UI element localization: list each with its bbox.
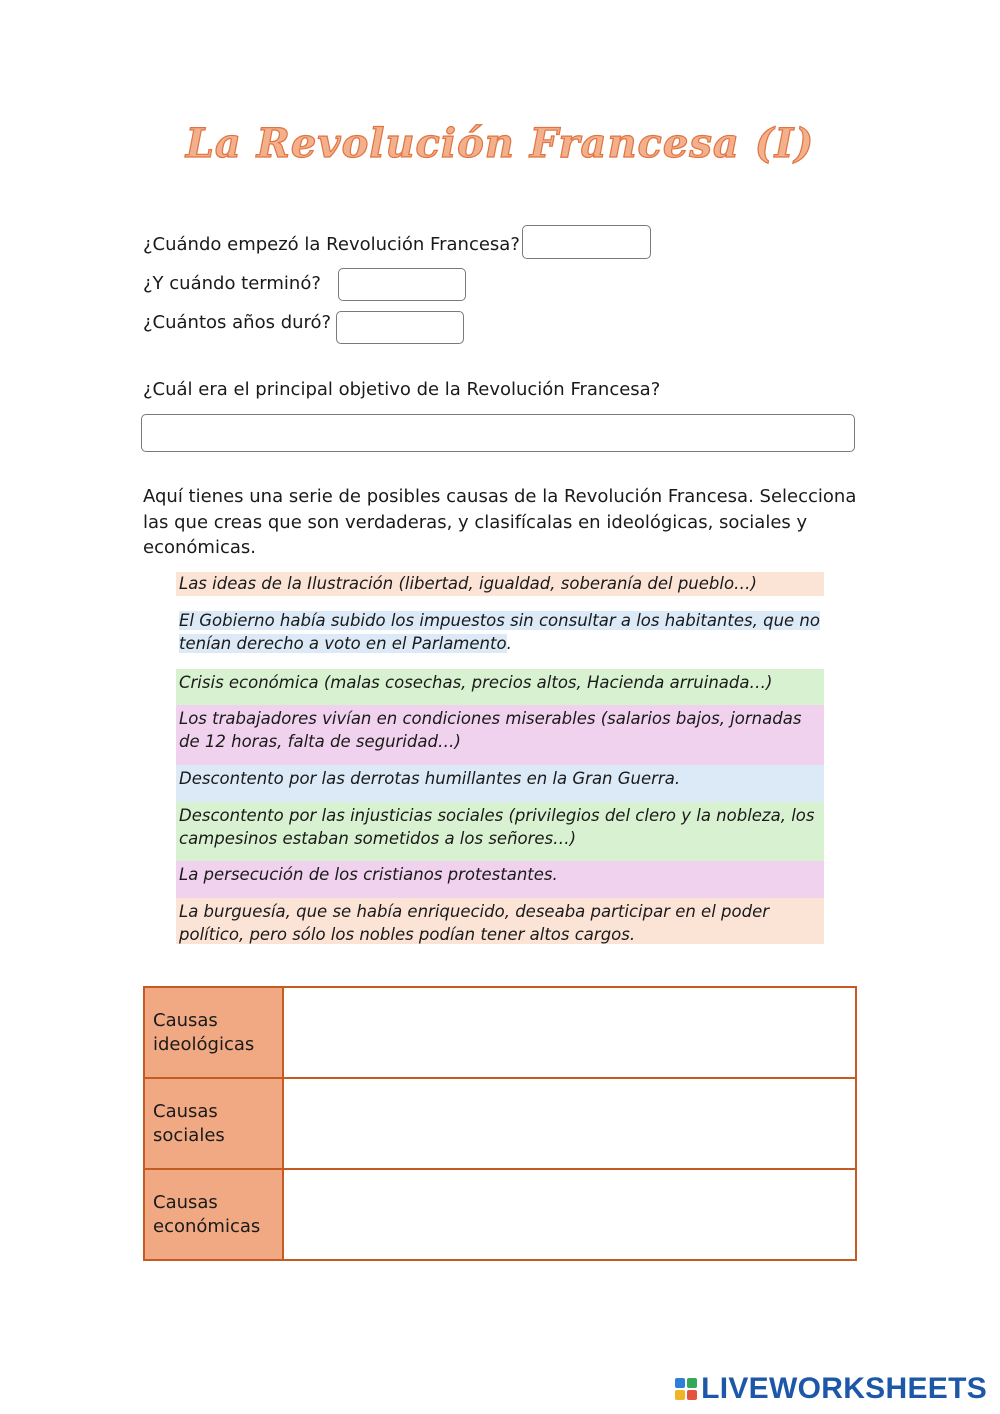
cause-item-burguesia[interactable] [176,898,824,944]
cause-item-trabajadores[interactable] [176,705,824,765]
question-end-text: ¿Y cuándo terminó? [143,273,321,294]
answer-duration-input[interactable] [336,311,464,344]
answer-end-input[interactable] [338,268,466,301]
instructions-text: Aquí tienes una serie de posibles causas de la Revolución Francesa. Selecciona las que creas que son verdaderas, y clasifícalas en ideológicas, sociales y económicas. [143,486,857,558]
cause-text: Los trabajadores vivían en condiciones miserables (salarios bajos, jornadas de 12 horas, falta de seguridad…) [179,709,802,751]
category-label: Causas ideológicas [144,987,283,1078]
cause-item-impuestos[interactable] [176,607,824,657]
category-label: Causas sociales [144,1078,283,1169]
cause-text: La burguesía, que se había enriquecido, deseaba participar en el poder político, pero sólo los nobles podían tener altos cargos. [179,902,770,944]
drop-zone-ideologicas[interactable] [283,987,856,1078]
classification-table [143,986,857,1261]
cause-text-tail: . [506,634,512,653]
cause-item-crisis[interactable] [176,669,824,705]
question-objective-text: ¿Cuál era el principal objetivo de la Revolución Francesa? [143,379,661,400]
cause-item-gran-guerra[interactable] [176,765,824,802]
drop-zone-sociales[interactable] [283,1078,856,1169]
liveworksheets-logo-icon [675,1378,697,1400]
table-row [144,1078,856,1169]
table-row [144,987,856,1078]
cause-text: Descontento por las derrotas humillantes en la Gran Guerra. [179,769,681,788]
cause-item-injusticias[interactable] [176,802,824,861]
cause-text: Crisis económica (malas cosechas, precios altos, Hacienda arruinada…) [179,673,773,692]
cause-item-ilustracion[interactable] [176,572,824,596]
answer-start-input[interactable] [522,225,651,259]
table-row [144,1169,856,1260]
liveworksheets-logo [675,1372,987,1406]
logo-text: LIVEWORKSHEETS [701,1372,987,1405]
question-duration-text: ¿Cuántos años duró? [143,312,332,333]
cause-text: Las ideas de la Ilustración (libertad, igualdad, soberanía del pueblo…) [179,574,757,593]
question-start-text: ¿Cuándo empezó la Revolución Francesa? [143,234,520,255]
page-title: La Revolución Francesa (I) [185,120,815,167]
cause-text: Descontento por las injusticias sociales (privilegios del clero y la nobleza, los campesinos estaban sometidos a los señores…) [179,806,815,848]
answer-objective-input[interactable] [141,414,855,452]
cause-item-protestantes[interactable] [176,861,824,898]
drop-zone-economicas[interactable] [283,1169,856,1260]
cause-text: La persecución de los cristianos protestantes. [179,865,558,884]
cause-text: El Gobierno había subido los impuestos sin consultar a los habitantes, que no tenían derecho a voto en el Parlamento [179,611,820,653]
category-label: Causas económicas [144,1169,283,1260]
